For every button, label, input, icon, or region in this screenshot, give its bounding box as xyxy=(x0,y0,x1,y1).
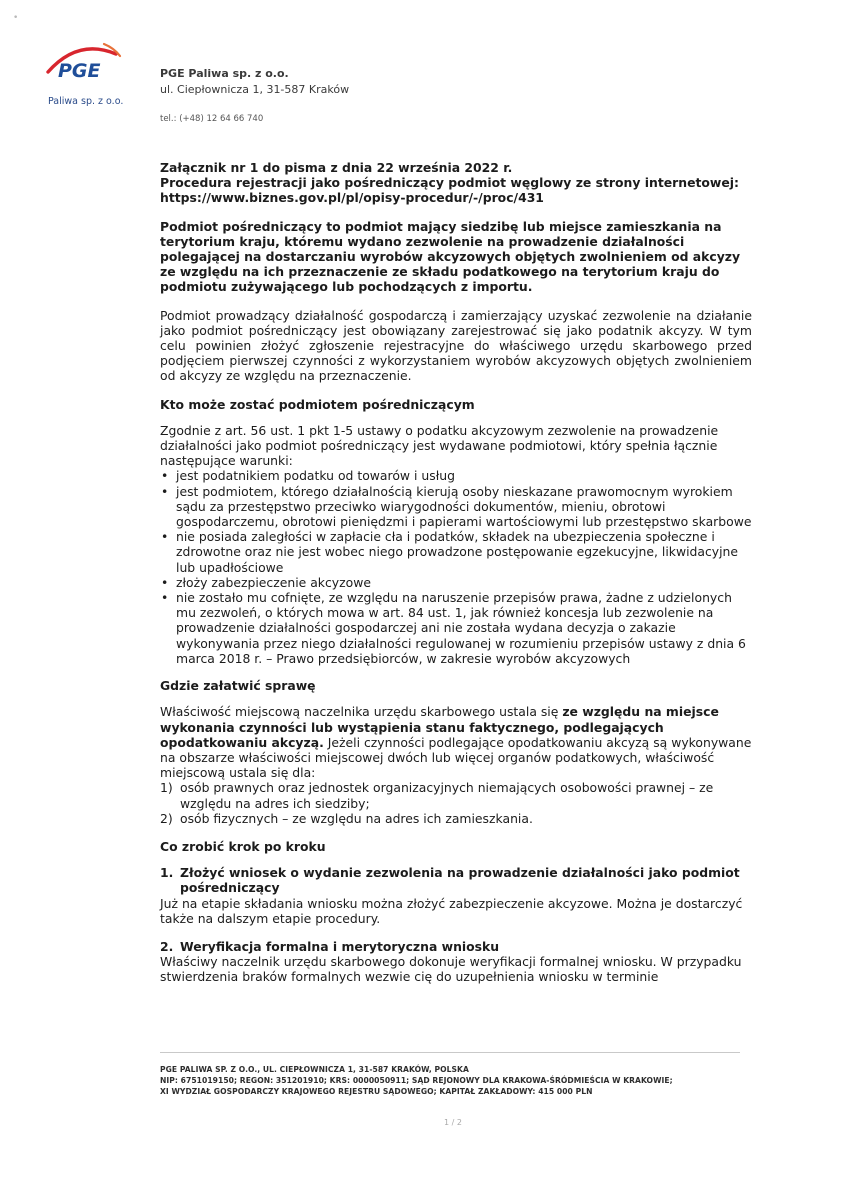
list-item-text: osób fizycznych – ze względu na adres ich zamieszkania. xyxy=(180,810,533,826)
section-heading-who: Kto może zostać podmiotem pośredniczącym xyxy=(160,396,475,412)
bullet-icon: • xyxy=(161,529,169,545)
procedure-title: Procedura rejestracji jako pośredniczący podmiot węglowy ze strony internetowej: https://www.biznes.gov.pl/pl/opisy-procedur/-/proc/431 xyxy=(160,175,739,206)
logo-subtitle: Paliwa sp. z o.o. xyxy=(48,96,124,107)
step-number: 2. xyxy=(160,938,174,954)
jurisdiction-list xyxy=(160,780,752,826)
bullet-icon: • xyxy=(161,574,169,590)
intro-paragraph: Podmiot prowadzący działalność gospodarczą i zamierzający uzyskać zezwolenie na działanie jako podmiot pośredniczący jest obowiązany zarejestrować się jako podatnik akcyzy. W tym celu powinien złożyć zgłoszenie rejestracyjne do właściwego urzędu skarbowego przed podjęciem pierwszej czynności z wykorzystaniem wyrobów akcyzowych objętych zwolnieniem od akcyzy ze względu na przeznaczenie. xyxy=(160,307,752,384)
step-2 xyxy=(160,939,752,985)
bullet-icon: • xyxy=(161,468,169,484)
company-name: PGE Paliwa sp. z o.o. xyxy=(160,67,289,80)
step-title-text: Weryfikacja formalna i merytoryczna wniosku xyxy=(180,938,500,954)
attachment-heading xyxy=(160,160,752,206)
section-heading-steps: Co zrobić krok po kroku xyxy=(160,838,326,854)
list-item xyxy=(160,811,752,826)
list-item-text: jest podmiotem, którego działalnością kierują osoby nieskazane prawomocnym wyrokiem sądu za przestępstwo przeciwko wiarygodności dokumentów, mieniu, obrotowi gospodarczemu, obrotowi pieniędzmi i papierami wartościowymi lub przestępstwo skarbowe xyxy=(176,483,752,530)
company-header xyxy=(160,66,349,127)
list-item xyxy=(160,590,752,666)
list-item xyxy=(160,575,752,590)
jurisdiction-paragraph xyxy=(160,704,752,780)
list-item-number: 1) xyxy=(160,780,173,796)
step-number: 1. xyxy=(160,865,174,881)
definition-paragraph: Podmiot pośredniczący to podmiot mający siedzibę lub miejsce zamieszkania na terytorium kraju, któremu wydano zezwolenie na prowadzenie działalności polegającej na dostarczaniu wyrobów akcyzowych objętych zwolnieniem od akcyzy ze względu na ich przeznaczenie ze składu podatkowego na terytorium kraju do podmiotu zużywającego lub pochodzących z importu. xyxy=(160,218,741,295)
step-title xyxy=(160,865,752,895)
page-number: 1 / 2 xyxy=(444,1118,462,1127)
footer-registry: NIP: 6751019150; REGON: 351201910; KRS: 0000050911; SĄD REJONOWY DLA KRAKOWA-ŚRÓDMIEŚCIA W KRAKOWIE; xyxy=(160,1076,673,1085)
step-body: Już na etapie składania wniosku można złożyć zabezpieczenie akcyzowe. Można je dostarczyć także na dalszym etapie procedury. xyxy=(160,895,743,926)
logo-wordmark: PGE xyxy=(58,60,101,82)
list-item-text: jest podatnikiem podatku od towarów i usług xyxy=(176,468,455,484)
section-heading-where: Gdzie załatwić sprawę xyxy=(160,678,316,694)
list-item-text: złoży zabezpieczenie akcyzowe xyxy=(176,574,371,590)
footer-divider xyxy=(160,1052,740,1053)
jurisdiction-text-bold: ze względu na miejsce wykonania czynności lub wystąpienia stanu faktycznego, podlegających opodatkowaniu akcyzą. xyxy=(160,704,719,750)
list-item xyxy=(160,529,752,575)
company-address: ul. Ciepłownicza 1, 31-587 Kraków xyxy=(160,83,350,96)
conditions-list xyxy=(160,468,752,666)
step-title xyxy=(160,939,752,954)
scan-speck: • xyxy=(13,13,19,23)
bullet-icon: • xyxy=(161,483,169,499)
bullet-icon: • xyxy=(161,590,169,606)
company-footer xyxy=(160,1064,760,1097)
footer-address: PGE PALIWA SP. Z O.O., UL. CIEPŁOWNICZA 1, 31-587 KRAKÓW, POLSKA xyxy=(160,1065,469,1074)
list-item-number: 2) xyxy=(160,810,173,826)
list-item-text: osób prawnych oraz jednostek organizacyjnych niemających osobowości prawnej – ze względu na adres ich siedziby; xyxy=(180,780,714,811)
jurisdiction-text-a: Właściwość miejscową naczelnika urzędu skarbowego ustala się xyxy=(160,704,563,720)
conditions-lead: Zgodnie z art. 56 ust. 1 pkt 1-5 ustawy o podatku akcyzowym zezwolenie na prowadzenie działalności jako podmiot pośredniczący jest wydawane podmiotowi, który spełnia łącznie następujące warunki: xyxy=(160,422,719,469)
step-1 xyxy=(160,865,752,926)
step-body: Właściwy naczelnik urzędu skarbowego dokonuje weryfikacji formalnej wniosku. W przypadku stwierdzenia braków formalnych wezwie cię do uzupełnienia wniosku w terminie xyxy=(160,954,742,985)
footer-court: XI WYDZIAŁ GOSPODARCZY KRAJOWEGO REJESTRU SĄDOWEGO; KAPITAŁ ZAKŁADOWY: 415 000 PLN xyxy=(160,1087,593,1096)
list-item xyxy=(160,484,752,530)
company-phone: tel.: (+48) 12 64 66 740 xyxy=(160,114,264,124)
list-item xyxy=(160,468,752,483)
jurisdiction-text-b: Jeżeli czynności podlegające opodatkowaniu akcyzą są wykonywane na obszarze właściwości miejscowej dwóch lub więcej organów podatkowych, właściwość miejscową ustala się dla: xyxy=(160,734,752,781)
attachment-line: Załącznik nr 1 do pisma z dnia 22 września 2022 r. xyxy=(160,160,513,175)
list-item xyxy=(160,780,752,810)
step-title-text: Złożyć wniosek o wydanie zezwolenia na prowadzenie działalności jako podmiot pośredniczący xyxy=(180,865,740,896)
document-body xyxy=(160,160,752,985)
list-item-text: nie zostało mu cofnięte, ze względu na naruszenie przepisów prawa, żadne z udzielonych mu zezwoleń, o których mowa w art. 84 ust. 1, jak również koncesja lub zezwolenie na prowadzenie działalności gospodarczej ani nie została wydana decyzja o zakazie wykonywania przez niego działalności regulowanej w rozumieniu przepisów ustawy z dnia 6 marca 2018 r. – Prawo przedsiębiorców, w zakresie wyrobów akcyzowych xyxy=(176,590,746,666)
list-item-text: nie posiada zaległości w zapłacie cła i podatków, składek na ubezpieczenia społeczne i zdrowotne oraz nie jest wobec niego prowadzone postępowanie egzekucyjne, likwidacyjne lub upadłościowe xyxy=(176,529,739,575)
